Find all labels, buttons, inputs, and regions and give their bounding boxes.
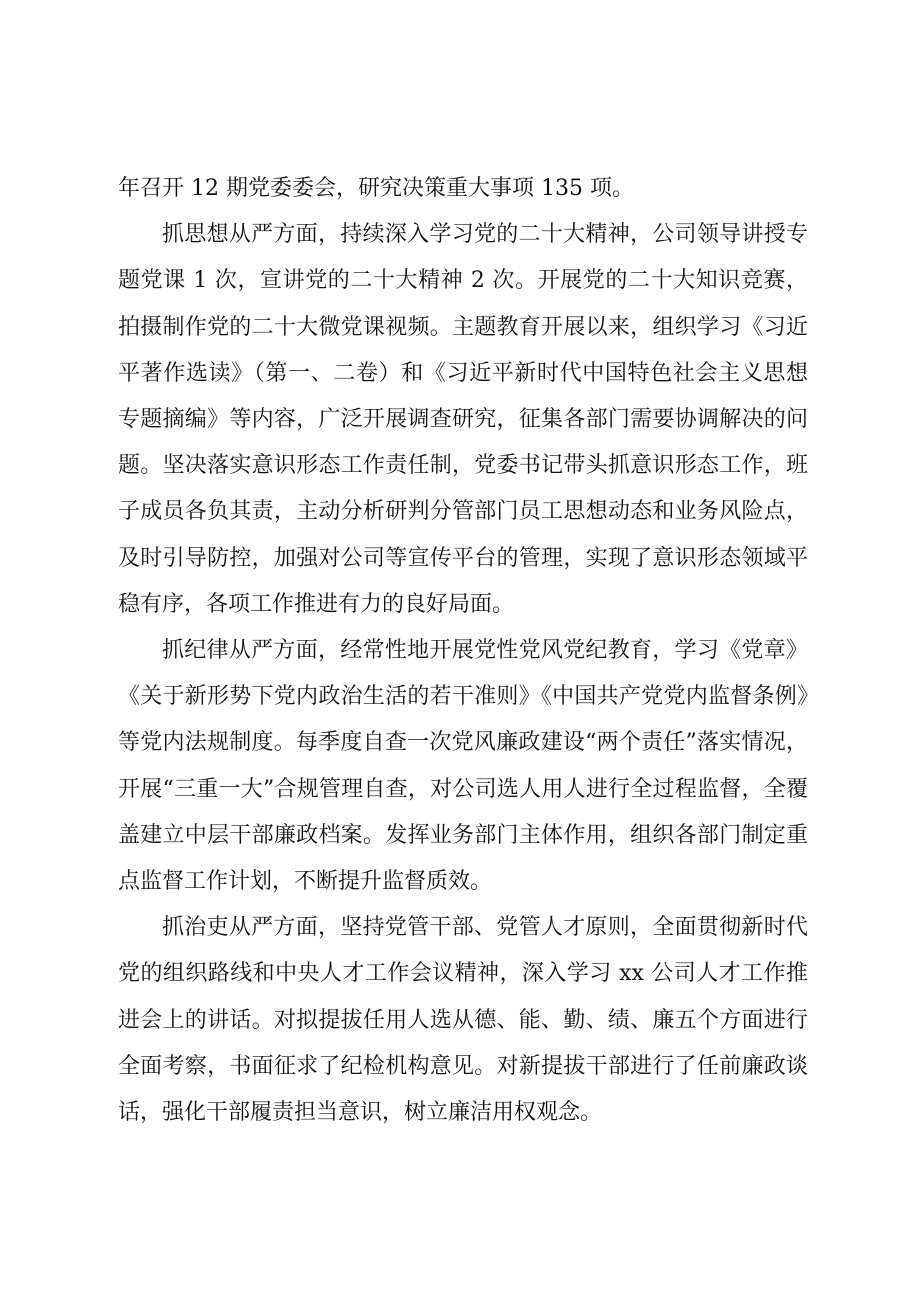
paragraph-party-discipline: 抓纪律从严方面，经常性地开展党性党风党纪教育，学习《党章》《关于新形势下党内政治生活的若干准则》《中国共产党党内监督条例》等党内法规制度。每季度自查一次党风廉政建设“两个责任”落实情况，开展“三重一大”合规管理自查，对公司选人用人进行全过程监督，全覆盖建立中层干部廉政档案。发挥业务部门主体作用，组织各部门制定重点监督工作计划，不断提升监督质效。 bbox=[118, 638, 808, 895]
paragraph-thought-discipline: 抓思想从严方面，持续深入学习党的二十大精神，公司领导讲授专题党课 1 次，宣讲党的二十大精神 2 次。开展党的二十大知识竞赛，拍摄制作党的二十大微党课视频。主题教育开展以来，组织学习《习近平著作选读》（第一、二卷）和《习近平新时代中国特色社会主义思想专题摘编》等内容，广泛开展调查研究，征集各部门需要协调解决的问题。坚决落实意识形态工作责任制，党委书记带头抓意识形态工作，班子成员各负其责，主动分析研判分管部门员工思想动态和业务风险点，及时引导防控，加强对公司等宣传平台的管理，实现了意识形态领域平稳有序，各项工作推进有力的良好局面。 bbox=[118, 222, 808, 617]
paragraph-continuation: 年召开 12 期党委委会，研究决策重大事项 135 项。 bbox=[118, 176, 634, 201]
document-body bbox=[118, 166, 808, 1136]
paragraph-cadre-management: 抓治吏从严方面，坚持党管干部、党管人才原则，全面贯彻新时代党的组织路线和中央人才工作会议精神，深入学习 xx 公司人才工作推进会上的讲话。对拟提拔任用人选从德、能、勤、绩、廉五个方面进行全面考察，书面征求了纪检机构意见。对新提拔干部进行了任前廉政谈话，强化干部履责担当意识，树立廉洁用权观念。 bbox=[118, 915, 808, 1126]
